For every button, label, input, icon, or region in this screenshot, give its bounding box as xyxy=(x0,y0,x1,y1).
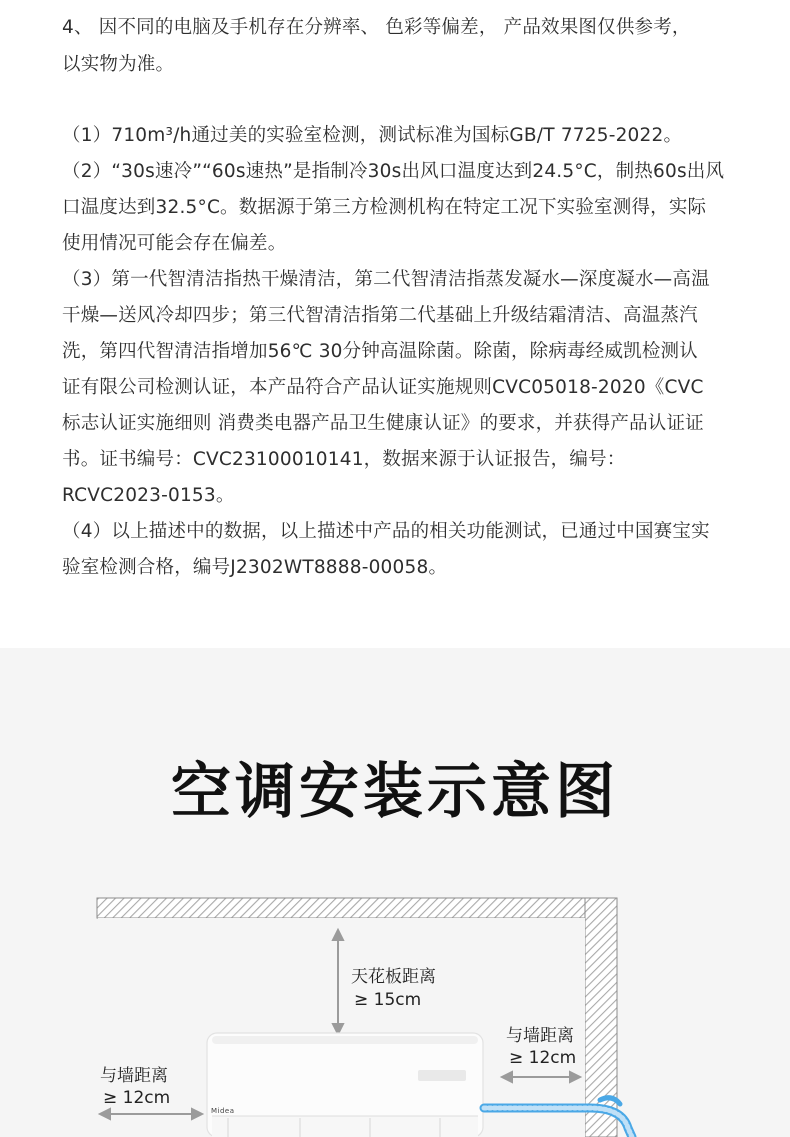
air-conditioner-unit xyxy=(207,1033,483,1137)
brand-logo: Midea xyxy=(211,1107,235,1115)
note-line: （2）“30s速冷”“60s速热”是指制冷30s出风口温度达到24.5°C，制热60s出风 xyxy=(62,161,725,182)
note-line: 口温度达到32.5°C。数据源于第三方检测机构在特定工况下实验室测得，实际 xyxy=(62,197,707,218)
ceiling-distance-label: 天花板距离 xyxy=(351,967,436,987)
right-wall-distance-value: ≥ 12cm xyxy=(509,1048,577,1068)
display-panel xyxy=(418,1070,466,1081)
note-line: 4、 因不同的电脑及手机存在分辨率、 色彩等偏差， 产品效果图仅供参考， xyxy=(62,17,691,38)
note-line: 以实物为准。 xyxy=(62,54,175,75)
note-line: 干燥—送风冷却四步；第三代智清洁指第二代基础上升级结霜清洁、高温蒸汽 xyxy=(62,305,698,326)
left-wall-distance-value: ≥ 12cm xyxy=(103,1088,171,1108)
note-line: 证有限公司检测认证，本产品符合产品认证实施规则CVC05018-2020《CVC xyxy=(62,377,704,398)
installation-diagram-section xyxy=(0,648,790,1137)
note-line: 标志认证实施细则 消费类电器产品卫生健康认证》的要求，并获得产品认证证 xyxy=(62,413,704,434)
installation-diagram xyxy=(0,648,790,1137)
ceiling-distance-value: ≥ 15cm xyxy=(354,990,422,1010)
note-line: 书。证书编号：CVC23100010141，数据来源于认证报告，编号： xyxy=(62,449,626,470)
right-wall-distance-label: 与墙距离 xyxy=(506,1026,574,1046)
left-wall-distance-label: 与墙距离 xyxy=(100,1066,168,1086)
section-title: 空调安装示意图 xyxy=(171,757,619,827)
ceiling-wall xyxy=(97,898,617,918)
note-line: （4）以上描述中的数据，以上描述中产品的相关功能测试，已通过中国赛宝实 xyxy=(62,521,710,542)
note-line: 洗，第四代智清洁指增加56℃ 30分钟高温除菌。除菌，除病毒经威凯检测认 xyxy=(62,341,698,362)
note-line: RCVC2023-0153。 xyxy=(62,485,235,506)
note-line: 使用情况可能会存在偏差。 xyxy=(62,233,287,254)
note-line: （1）710m³/h通过美的实验室检测，测试标准为国标GB/T 7725-2022。 xyxy=(62,125,683,146)
note-line: （3）第一代智清洁指热干燥清洁，第二代智清洁指蒸发凝水—深度凝水—高温 xyxy=(62,269,710,290)
note-line: 验室检测合格，编号J2302WT8888-00058。 xyxy=(62,557,448,578)
